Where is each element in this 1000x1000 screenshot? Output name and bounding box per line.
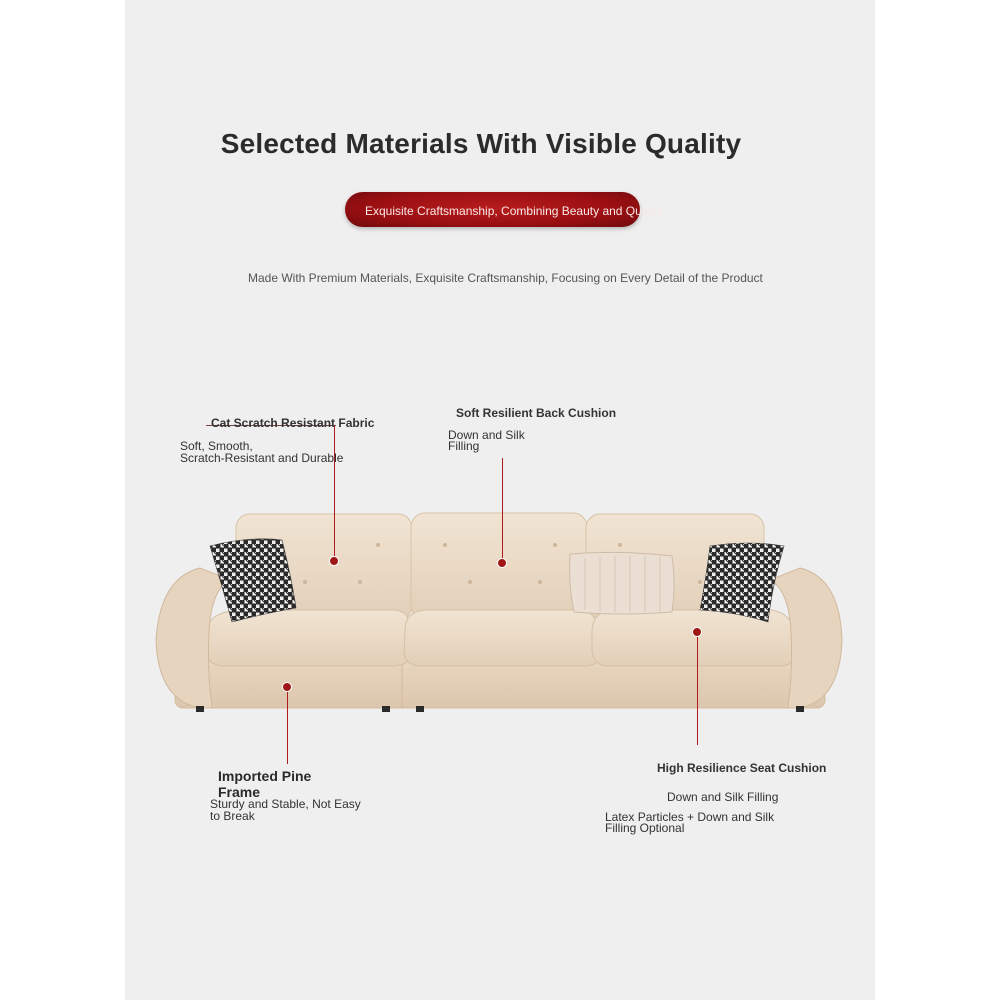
seat-desc-3: Filling Optional xyxy=(605,821,685,835)
back-title: Soft Resilient Back Cushion xyxy=(456,406,617,420)
seat-title: High Resilience Seat Cushion xyxy=(657,761,827,775)
back-callout-stem xyxy=(502,458,503,562)
back-marker xyxy=(497,558,507,568)
frame-title-2: Frame xyxy=(218,784,261,800)
tagline: Made With Premium Materials, Exquisite Craftsmanship, Focusing on Every Detail of the Product xyxy=(248,271,763,285)
fabric-desc-2: Scratch-Resistant and Durable xyxy=(180,451,344,465)
frame-marker xyxy=(282,682,292,692)
seat-desc-2: Latex Particles + Down and Silk xyxy=(605,810,775,824)
seat-marker xyxy=(692,627,702,637)
fabric-marker xyxy=(329,556,339,566)
frame-title-1: Imported Pine xyxy=(218,768,312,784)
frame-desc-1: Sturdy and Stable, Not Easy xyxy=(210,797,361,811)
seat-callout-stem xyxy=(697,637,698,745)
frame-desc-2: to Break xyxy=(210,809,255,823)
craftsmanship-badge-text: Exquisite Craftsmanship, Combining Beauty and Quality xyxy=(365,204,664,218)
frame-callout-stem xyxy=(287,692,288,764)
back-desc-2: Filling xyxy=(448,439,480,453)
page-title: Selected Materials With Visible Quality xyxy=(220,128,742,159)
seat-desc-1: Down and Silk Filling xyxy=(667,790,779,804)
fabric-desc-1: Soft, Smooth, xyxy=(180,439,253,453)
fabric-callout-stem xyxy=(334,425,335,559)
back-desc-1: Down and Silk xyxy=(448,428,525,442)
fabric-title: Cat Scratch Resistant Fabric xyxy=(211,416,375,430)
